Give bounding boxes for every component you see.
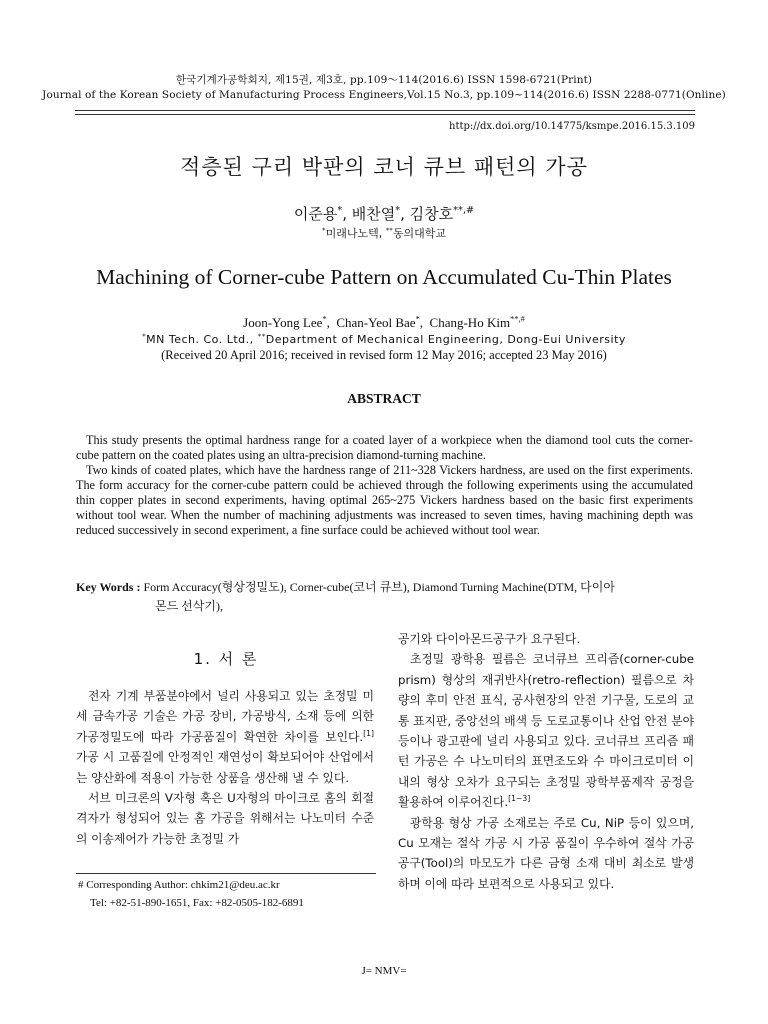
abstract-paragraph: Two kinds of coated plates, which have the hardness range of 211~328 Vickers hardness, are used on the first experiments. The form accuracy for the corner-cube pattern could be achieved through the following experiments using the accumulated thin copper plates in second experiments, having optimal 265~275 Vickers hardness based on the basic first experiments without tool wear. When the number of machining adjustments was increased to seven times, having machining depth was reduced successively in second experiment, a fine surface could be achieved without tool wear. [76, 463, 693, 537]
title-english: Machining of Corner-cube Pattern on Accumulated Cu-Thin Plates [96, 265, 672, 289]
left-column [76, 686, 374, 849]
received-dates: (Received 20 April 2016; received in revised form 12 May 2016; accepted 23 May 2016) [161, 348, 607, 362]
body-paragraph: 공기와 다이아몬드공구가 요구된다. [398, 632, 581, 646]
keywords-label: Key Words : [76, 580, 141, 594]
keywords-line-1: Form Accuracy(형상정밀도), Corner-cube(코너 큐브), Diamond Turning Machine(DTM, 다이아 [143, 580, 615, 594]
authors-english: Joon-Yong Lee*, Chan-Yeol Bae*, Chang-Ho Kim**,# [243, 313, 525, 330]
keywords [76, 578, 693, 596]
affiliation-korean: *미래나노텍, **동의대학교 [322, 225, 446, 240]
right-column [398, 629, 694, 894]
body-paragraph: 초정밀 광학용 필름은 코너큐브 프리즘(corner-cube prism) 형상의 재귀반사(retro-reflection) 필름으로 차량의 후미 안전 표식, 공사현장의 안전 기구물, 도로의 교통 표지판, 중앙선의 배색 등 도로교통이나 산업 안전 분야 등이나 광고판에 널리 사용되고 있다. 코너큐브 프리즘 패턴 가공은 수 나노미터의 표면조도와 수 마이크로미터 이내의 형상 오차가 요구되는 초정밀 광학부품제작 공정을 활용하여 이루어진다.[1~3] [398, 652, 694, 810]
abstract-heading: ABSTRACT [347, 391, 421, 406]
header-rule [75, 110, 695, 115]
keywords-line-2: 몬드 선삭기), [155, 599, 223, 613]
authors-korean: 이준용*, 배찬열*, 김창호**,# [293, 205, 475, 223]
journal-citation-ko: 한국기계가공학회지, 제15권, 제3호, pp.109～114(2016.6) ISSN 1598-6721(Print) [175, 74, 593, 86]
abstract-paragraph: This study presents the optimal hardness range for a coated layer of a workpiece when the diamond tool cuts the corner-cube pattern on the coated plates using an ultra-precision diamond-turning machine. [76, 433, 693, 462]
abstract-body [76, 433, 693, 538]
page-number: J= NMV= [361, 965, 407, 977]
footnote-rule [76, 873, 376, 874]
body-paragraph: 전자 기계 부품분야에서 널리 사용되고 있는 초정밀 미세 금속가공 기술은 가공 장비, 가공방식, 소재 등에 의한 가공정밀도에 따라 가공품질이 확연한 차이를 보인다.[1] 가공 시 고품질에 안정적인 재연성이 확보되어야 산업에서는 양산화에 적용이 가능한 상품을 생산해 낼 수 있다. [76, 689, 374, 785]
footnote-author: # Corresponding Author: chkim21@deu.ac.kr [78, 879, 280, 891]
footnote-contact: Tel: +82-51-890-1651, Fax: +82-0505-182-6891 [90, 897, 304, 909]
journal-citation-en: Journal of the Korean Society of Manufacturing Process Engineers,Vol.15 No.3, pp.109~114(2016.6) ISSN 2288-0771(Online) [42, 89, 726, 101]
section-heading: 1. 서 론 [193, 650, 259, 668]
doi-link[interactable]: http://dx.doi.org/10.14775/ksmpe.2016.15.3.109 [449, 121, 695, 132]
body-paragraph: 광학용 형상 가공 소재로는 주로 Cu, NiP 등이 있으며, Cu 모재는 절삭 가공 시 가공 품질이 우수하여 절삭 가공 공구(Tool)의 마모도가 다른 금형 소재 대비 최소로 발생하며 이에 따라 보편적으로 사용되고 있다. [398, 815, 694, 891]
title-korean: 적층된 구리 박판의 코너 큐브 패턴의 가공 [180, 155, 588, 179]
affiliation-english: *MN Tech. Co. Ltd., **Department of Mechanical Engineering, Dong-Eui University [142, 331, 626, 346]
body-paragraph: 서브 미크론의 V자형 혹은 U자형의 마이크로 홈의 회절격자가 형성되어 있는 홈 가공을 위해서는 나노미터 수준의 이송제어가 가능한 초정밀 가 [76, 791, 374, 846]
